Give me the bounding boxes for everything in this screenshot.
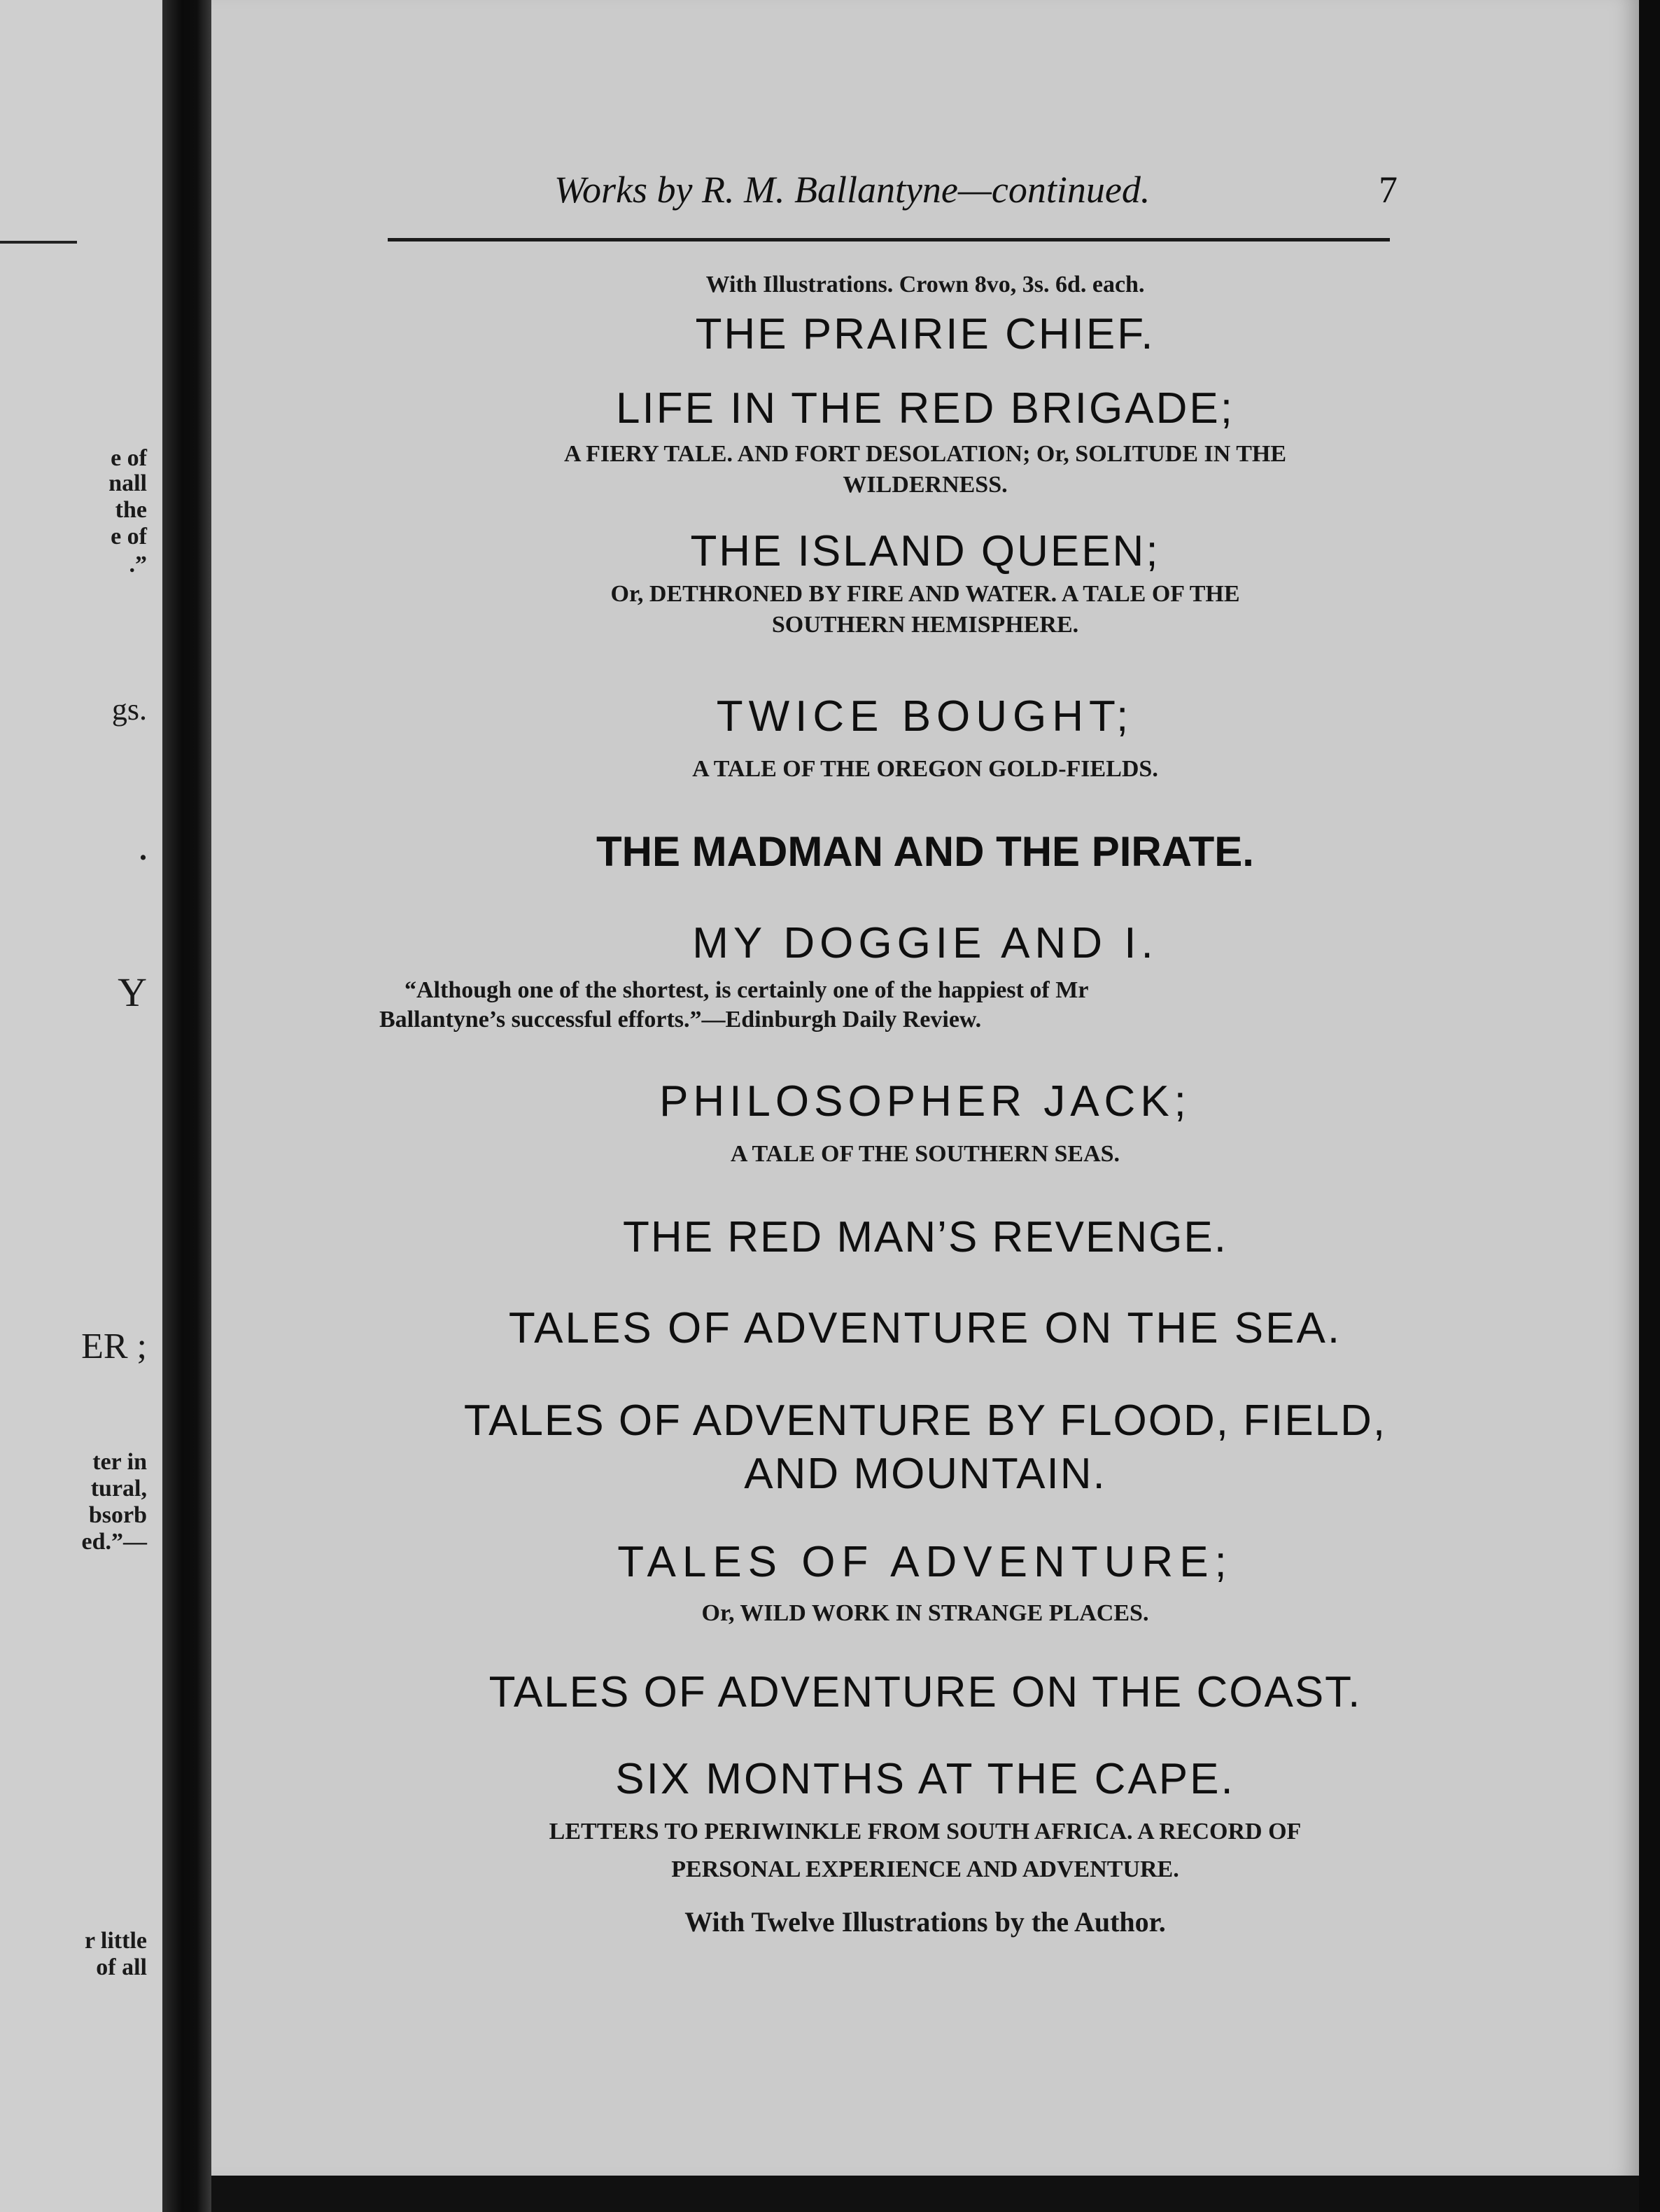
fragment-text: ter in <box>92 1449 147 1475</box>
book-title-madman-pirate: THE MADMAN AND THE PIRATE. <box>596 828 1254 875</box>
fragment-text: ed.”— <box>81 1529 147 1555</box>
book-title-twice-bought: TWICE BOUGHT; <box>716 692 1134 741</box>
book-subtitle: LETTERS TO PERIWINKLE FROM SOUTH AFRICA. A RECORD OF <box>549 1819 1302 1844</box>
scan-border-right <box>1639 0 1660 2212</box>
book-title-red-brigade: LIFE IN THE RED BRIGADE; <box>616 384 1235 433</box>
page-number: 7 <box>1379 169 1398 211</box>
review-quote: Ballantyne’s successful efforts.”—Edinburgh Daily Review. <box>379 1007 982 1032</box>
running-title: Works by R. M. Ballantyne—continued. <box>554 169 1151 211</box>
edition-note: With Illustrations. Crown 8vo, 3s. 6d. each. <box>705 272 1145 298</box>
fragment-text: .” <box>129 552 147 578</box>
book-title-prairie-chief: THE PRAIRIE CHIEF. <box>695 310 1155 358</box>
fragment-text: r little <box>84 1928 147 1954</box>
book-gutter <box>162 0 211 2212</box>
book-subtitle: A FIERY TALE. AND FORT DESOLATION; Or, SOLITUDE IN THE <box>563 441 1287 467</box>
fragment-text: . <box>139 832 147 867</box>
illustrations-note: With Twelve Illustrations by the Author. <box>684 1906 1166 1938</box>
previous-page-fragment <box>0 0 162 2212</box>
fragment-text: tural, <box>90 1476 147 1502</box>
book-subtitle: Or, DETHRONED BY FIRE AND WATER. A TALE OF THE <box>610 581 1240 607</box>
book-title-red-mans-revenge: THE RED MAN’S REVENGE. <box>623 1213 1228 1261</box>
fragment-text: e of <box>111 445 147 471</box>
scan-border-bottom <box>211 2176 1639 2212</box>
catalogue-page <box>211 0 1639 2176</box>
fragment-text: of all <box>96 1954 147 1980</box>
book-title-my-doggie: MY DOGGIE AND I. <box>692 919 1158 967</box>
review-quote: “Although one of the shortest, is certainly one of the happiest of Mr <box>405 977 1089 1003</box>
fragment-text: the <box>115 497 147 523</box>
running-head <box>211 168 1639 217</box>
fragment-text: bsorb <box>88 1502 147 1528</box>
book-subtitle: A TALE OF THE OREGON GOLD-FIELDS. <box>692 756 1158 782</box>
previous-page-rule <box>0 241 77 244</box>
book-subtitle: PERSONAL EXPERIENCE AND ADVENTURE. <box>671 1856 1179 1882</box>
fragment-text: Y <box>118 969 147 1015</box>
header-rule <box>388 238 1390 241</box>
fragment-text: e of <box>111 524 147 550</box>
book-title-tales-adventure: TALES OF ADVENTURE; <box>617 1538 1233 1586</box>
book-title-philosopher-jack: PHILOSOPHER JACK; <box>659 1077 1191 1126</box>
book-title-tales-flood-line2: AND MOUNTAIN. <box>744 1450 1106 1498</box>
fragment-text: ER ; <box>81 1326 147 1366</box>
book-title-island-queen: THE ISLAND QUEEN; <box>690 527 1160 575</box>
book-subtitle: A TALE OF THE SOUTHERN SEAS. <box>730 1141 1120 1167</box>
book-subtitle: SOUTHERN HEMISPHERE. <box>771 612 1079 638</box>
book-title-tales-coast: TALES OF ADVENTURE ON THE COAST. <box>488 1668 1362 1716</box>
fragment-text: gs. <box>111 692 147 727</box>
book-subtitle: WILDERNESS. <box>843 472 1008 498</box>
book-title-tales-flood: TALES OF ADVENTURE BY FLOOD, FIELD, <box>463 1396 1387 1445</box>
book-subtitle: Or, WILD WORK IN STRANGE PLACES. <box>701 1600 1149 1626</box>
book-title-six-months: SIX MONTHS AT THE CAPE. <box>615 1755 1235 1803</box>
book-title-tales-sea: TALES OF ADVENTURE ON THE SEA. <box>508 1304 1342 1352</box>
fragment-text: nall <box>108 470 147 496</box>
